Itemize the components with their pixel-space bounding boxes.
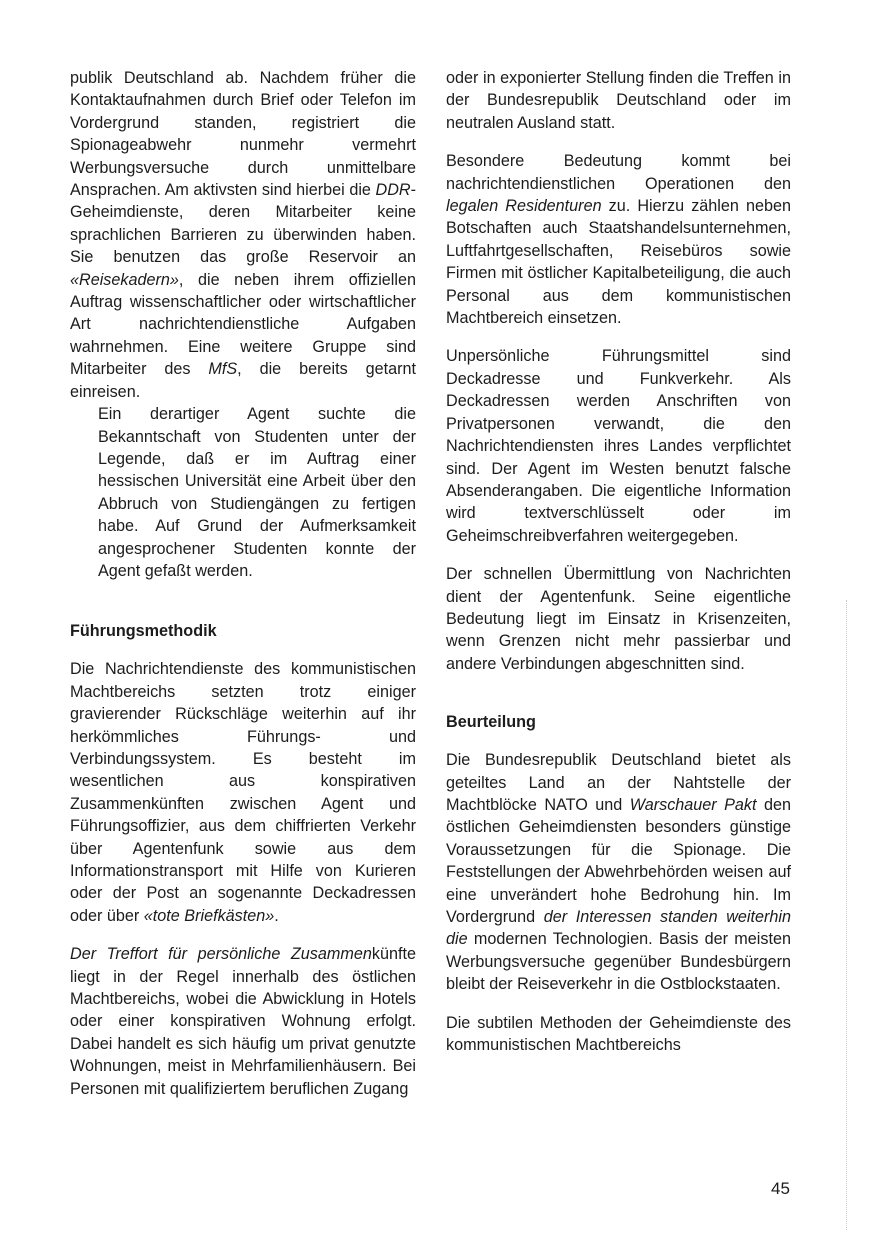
page-number: 45 [771, 1179, 790, 1198]
paragraph-residenturen [446, 150, 791, 329]
emphasis-treffort: Der Treffort für persönliche Zusammen [70, 945, 372, 964]
scan-margin-line [846, 600, 847, 1230]
paragraph-bundesrepublik [446, 749, 791, 995]
text-segment: , die bereits getarnt einreisen. [70, 360, 416, 401]
emphasis-reisekadern: «Reisekadern» [70, 270, 179, 289]
paragraph-subtile-methoden: Die subtilen Methoden der Geheimdienste des kommunistischen Machtbereichs [446, 1013, 791, 1055]
section-heading-fuehrungsmethodik: Führungsmethodik [70, 622, 217, 641]
paragraph-treffort [70, 943, 416, 1100]
text-segment: Die Nachrichtendienste des kommunistischen Machtbereichs setzten trotz einiger gravierender Rückschläge weiterhin auf ihr herkömmliches Führungs- und Verbindungssystem. Es besteht im wesentlichen aus konspirativen Zusammenkünften zwischen Agent und Führungsoffizier, aus dem chiffrierten Verkehr über Agentenfunk sowie aus dem Informationstransport mit Hilfe von Kurieren oder der Post an sogenannte Deckadressen oder über [70, 660, 416, 925]
text-segment: . [274, 906, 279, 925]
text-segment: den östlichen Geheimdiensten besonders günstige Voraussetzungen für die Spionage. Die Feststellungen der Abwehrbehörden weisen auf eine unverändert hohe Bedrohung hin. Im Vordergrund [446, 795, 791, 926]
text-segment: , die neben ihrem offiziellen Auftrag wissenschaftlicher oder wirtschaftlicher Art nachrichtendienstliche Aufgaben wahrnehmen. Eine weitere Gruppe sind Mitarbeiter des [70, 270, 416, 379]
text-segment: künfte liegt in der Regel innerhalb des östlichen Machtbereichs, wobei die Abwicklung in Hotels oder einer konspirativen Wohnung erfolgt. Dabei handelt es sich häufig um privat genutzte Wohnungen, meist in Mehrfamilienhäusern. Bei Personen mit qualifiziertem beruflichen Zugang [70, 945, 416, 1098]
paragraph-agentenfunk: Der schnellen Übermittlung von Nachrichten dient der Agentenfunk. Seine eigentliche Bedeutung liegt im Einsatz in Krisenzeiten, wenn Grenzen nicht mehr passierbar und andere Verbindungen abgeschnitten sind. [446, 565, 791, 673]
emphasis-tote-briefkaesten: «tote Briefkästen» [143, 906, 275, 925]
text-segment: Die Bundesrepublik Deutschland bietet als geteiltes Land an der Nahtstelle der Machtblöcke NATO und [446, 751, 791, 814]
emphasis-mfs: MfS [208, 360, 238, 379]
text-segment: publik Deutschland ab. Nachdem früher die Kontaktaufnahmen durch Brief oder Telefon im Vordergrund standen, registriert die Spionageabwehr nunmehr vermehrt Werbungsversuche durch unmittelbare Ansprachen. Am aktivsten sind hierbei die [70, 69, 416, 200]
paragraph-deckadresse: Unpersönliche Führungsmittel sind Deckadresse und Funkverkehr. Als Deckadressen werden Anschriften von Privatpersonen verwandt, die den Nachrichtendiensten ihres Landes verpflichtet sind. Der Agent im Westen benutzt falsche Absenderangaben. Die eigentliche Information wird textverschlüsselt oder im Geheimschreibverfahren weitergegeben. [446, 347, 791, 545]
section-heading-beurteilung: Beurteilung [446, 713, 536, 732]
emphasis-ddr: DDR [375, 181, 411, 200]
paragraph-example-agent: Ein derartiger Agent suchte die Bekanntschaft von Studenten unter der Legende, daß er im Auftrag einer hessischen Universität eine Arbeit über den Abbruch von Studiengängen zu fertigen habe. Auf Grund der Aufmerksamkeit angesprochener Studenten konnte der Agent gefaßt werden. [98, 405, 416, 580]
text-segment: -Geheimdienste, deren Mitarbeiter keine sprachlichen Barrieren zu überwinden haben. Sie benutzen das große Reservoir an [70, 181, 416, 267]
text-segment: zu. Hierzu zählen neben Botschaften auch Staatshandelsunternehmen, Luftfahrtgesellschaften, Reisebüros sowie Firmen mit östlicher Kapitalbeteiligung, die auch Personal aus dem kommunistischen Machtbereich einsetzen. [446, 197, 791, 328]
paragraph-reisekader [70, 67, 416, 403]
left-column [70, 67, 416, 1100]
right-column [446, 67, 791, 1056]
text-segment: Besondere Bedeutung kommt bei nachrichtendienstlichen Operationen den [446, 152, 791, 193]
emphasis-legale-residenturen: legalen Residenturen [446, 197, 602, 216]
paragraph-verbindungssystem [70, 658, 416, 927]
emphasis-warschauer-pakt: Warschauer Pakt [629, 795, 757, 814]
paragraph-treffen: oder in exponierter Stellung finden die Treffen in der Bundesrepublik Deutschland oder im neutralen Ausland statt. [446, 69, 791, 132]
emphasis-interessen: der Interessen standen weiterhin die [446, 908, 791, 949]
text-segment: modernen Technologien. Basis der meisten Werbungsversuche gegenüber Bundesbürgern bleibt der Reiseverkehr in die Ostblockstaaten. [446, 930, 791, 994]
